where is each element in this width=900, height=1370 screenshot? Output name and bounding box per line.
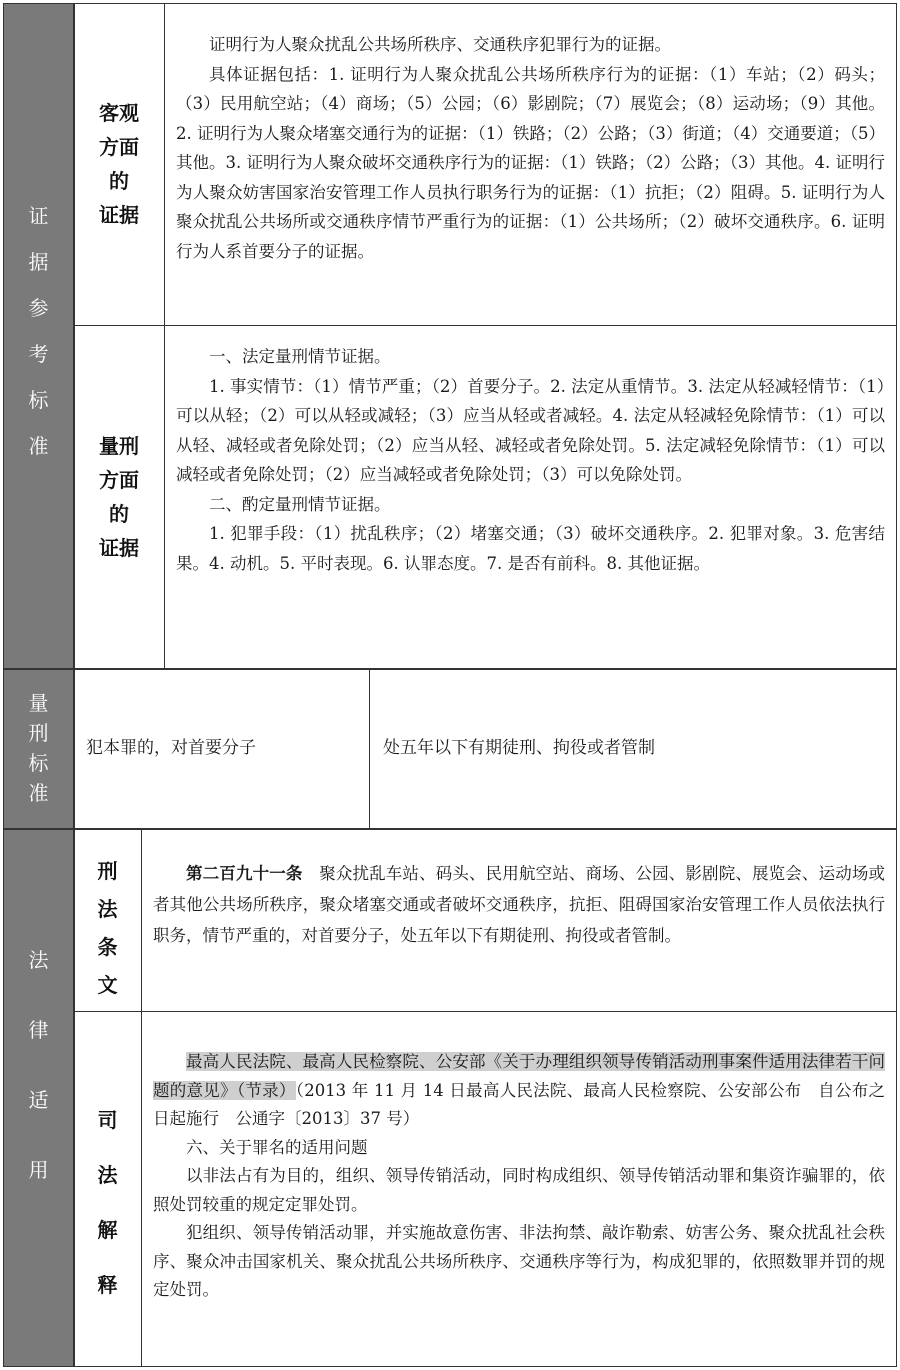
divider (74, 1011, 896, 1012)
standard-condition: 犯本罪的，对首要分子 (86, 738, 256, 758)
divider (4, 828, 896, 830)
article-text (153, 858, 885, 951)
objective-evidence-label: 客观 方面 的 证据 (99, 101, 139, 227)
evidence-section-label: 证 据 参 考 标 准 (28, 204, 49, 458)
sentencing-evidence-text: 一、法定量刑情节证据。 1. 事实情节：（1）情节严重；（2）首要分子。2. 法定从重情节。3. 法定从轻减轻情节：（1）可以从轻；（2）可以从轻或减轻；（3）应当从轻或者减轻。4. 法定从轻减轻免除情节：（1）可以从轻、减轻或者免除处罚；（2）应当从轻、减轻或者免除处罚。5. 法定减轻免除情节：（1）可以减轻或者免除处罚；（2）应当减轻或者免除处罚；（3）可以免除处罚。 二、酌定量刑情节证据。 1. 犯罪手段：（1）扰乱秩序；（2）堵塞交通；（3）破坏交通秩序。2. 犯罪对象。3. 危害结果。4. 动机。5. 平时表现。6. 认罪态度。7. 是否有前科。8. 其他证据。 (176, 347, 885, 573)
interpretation-doc-title: 最高人民法院、最高人民检察院、公安部《关于办理组织领导传销活动刑事案件适用法律若干问题的意见》（节录） (153, 1052, 885, 1100)
article-label: 刑 法 条 文 (97, 859, 118, 997)
divider (369, 669, 370, 828)
divider (4, 668, 896, 670)
article-body: 聚众扰乱车站、码头、民用航空站、商场、公园、影剧院、展览会、运动场或者其他公共场所秩序，聚众堵塞交通或者破坏交通秩序，抗拒、阻碍国家治安管理工作人员依法执行职务，情节严重的，对首要分子，处五年以下有期徒刑、拘役或者管制。 (153, 864, 886, 945)
standard-penalty: 处五年以下有期徒刑、拘役或者管制 (383, 738, 655, 758)
sentencing-evidence-label: 量刑 方面 的 证据 (99, 434, 139, 560)
interpretation-label: 司 法 解 释 (97, 1108, 118, 1297)
divider (164, 4, 165, 668)
article-title: 第二百九十一条 (186, 864, 303, 883)
law-section-label: 法 律 适 用 (28, 948, 49, 1182)
interpretation-doc-meta: （2013 年 11 月 14 日最高人民法院、最高人民检察院、公安部公布 自公布之日起施行 公通字〔2013〕37 号） (153, 1080, 885, 1128)
interpretation-text: 最高人民法院、最高人民检察院、公安部《关于办理组织领导传销活动刑事案件适用法律若干问题的意见》（节录）（2013 年 11 月 14 日最高人民法院、最高人民检察院、公安部公布 自公布之日起施行 公通字〔2013〕37 号） 六、关于罪名的适用问题 以非法占有为目的，组织、领导传销活动，同时构成组织、领导传销活动罪和集资诈骗罪的，依照处罚较重的规定定罪处罚。 犯组织、领导传销活动罪，并实施故意伤害、非法拘禁、敲诈勒索、妨害公务、聚众扰乱社会秩序、聚众冲击国家机关、聚众扰乱公共场所秩序、交通秩序等行为，构成犯罪的，依照数罪并罚的规定处罚。 (153, 1052, 885, 1299)
divider (141, 829, 142, 1366)
divider (74, 325, 896, 326)
standard-section-label: 量 刑 标 准 (28, 691, 49, 805)
objective-evidence-text: 证明行为人聚众扰乱公共场所秩序、交通秩序犯罪行为的证据。 具体证据包括：1. 证明行为人聚众扰乱公共场所秩序行为的证据：（1）车站；（2）码头；（3）民用航空站；（4）商场；（5）公园；（6）影剧院；（7）展览会；（8）运动场；（9）其他。2. 证明行为人聚众堵塞交通行为的证据：（1）铁路；（2）公路；（3）街道；（4）交通要道；（5）其他。3. 证明行为人聚众破坏交通秩序行为的证据：（1）铁路；（2）公路；（3）其他。4. 证明行为人聚众妨害国家治安管理工作人员执行职务行为的证据：（1）抗拒；（2）阻碍。5. 证明行为人聚众扰乱公共场所或交通秩序情节严重行为的证据：（1）公共场所；（2）破坏交通秩序。6. 证明行为人系首要分子的证据。 (176, 35, 885, 261)
